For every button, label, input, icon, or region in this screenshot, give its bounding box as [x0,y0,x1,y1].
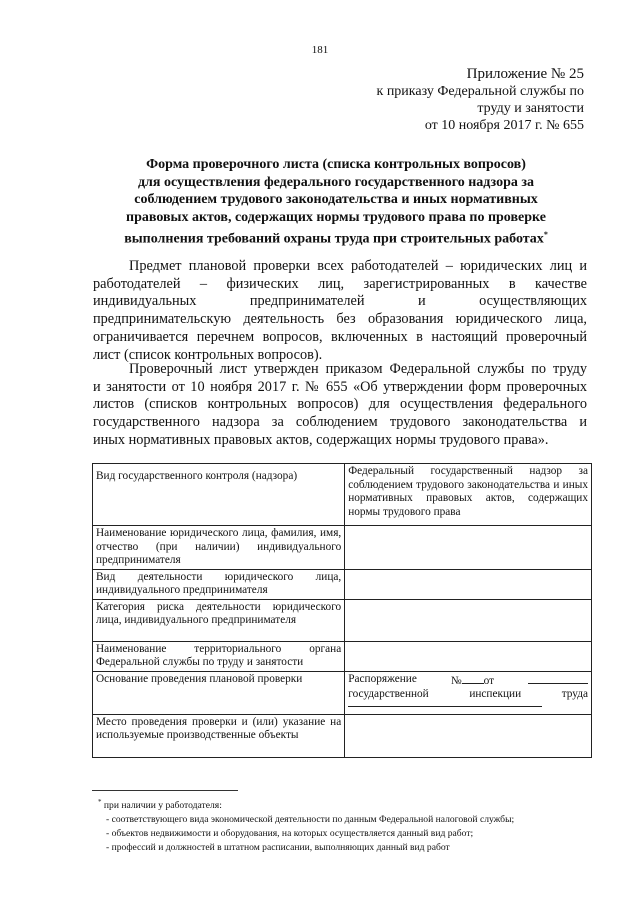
risk-category-field [345,599,592,641]
paragraph-line: работодателей – физических лиц, зарегистрированных в качестве [93,275,587,292]
table-row [93,526,592,570]
control-type-value: Федеральный государственный надзор за соблюдением трудового законодательства и иных нормативных правовых актов, содержащих нормы трудового права [345,464,592,526]
date-blank [528,673,588,684]
paragraph-line: иных нормативных правовых актов, содержащих нормы трудового права». [93,431,549,448]
paragraph-line: государственного надзора за соблюдением трудового законодательства и [93,414,587,431]
paragraph-approval [93,361,587,450]
footnote-item: - объектов недвижимости и оборудования, на которых осуществляется данный вид работ; [106,828,474,840]
paragraph-line: предпринимательскую деятельность без образования юридического лица, [93,311,587,328]
form-title-line [96,226,576,248]
activity-type-label: Вид деятельности юридического лица, индивидуального предпринимателя [93,569,345,599]
territorial-body-label: Наименование территориального органа Федеральной службы по труду и занятости [93,641,345,671]
page-number: 181 [311,44,329,56]
footnote-mark: * [98,798,102,806]
paragraph-line: и занятости от 10 ноября 2017 г. № 655 «Об утверждении форм проверочных [93,378,587,395]
table-row [93,569,592,599]
inspection-basis-field [345,671,592,714]
control-type-label: Вид государственного контроля (надзора) [93,464,345,526]
table-row [93,671,592,714]
paragraph-line: лист (список контрольных вопросов). [93,346,323,363]
table-row [93,464,592,526]
from-word: от [483,674,495,687]
inspection-basis-label: Основание проведения плановой проверки [93,671,345,714]
footnote-intro [98,795,588,813]
form-title-line: для осуществления федерального государственного надзора за [137,174,535,190]
table-row [93,714,592,757]
paragraph-line: листов (списков контрольных вопросов) для осуществления федерального [93,396,587,413]
order-number [451,673,494,689]
order-word: Распоряжение [348,672,417,685]
table-row [93,599,592,641]
inspection-basis-order-line [348,673,588,689]
footnote-intro-text: при наличии у работодателя: [103,800,222,812]
basis-blank [348,704,542,707]
paragraph-line: Предмет плановой проверки всех работодателей – юридических лиц и [129,258,587,274]
footnote-item: - профессий и должностей в штатном расписании, выполняющих данный вид работ [106,842,450,854]
inspection-place-field [345,714,592,757]
risk-category-label: Категория риска деятельности юридического лица, индивидуального предпринимателя [93,599,345,641]
territorial-body-field [345,641,592,671]
paragraph-line: ограничивается перечнем вопросов, включенных в настоящий проверочный [93,328,587,345]
form-title [96,156,576,248]
footnote-divider [92,790,238,791]
paragraph-line: Проверочный лист утвержден приказом Федеральной службы по труду [129,361,587,377]
footnotes [98,795,588,855]
footnote-item: - соответствующего вида экономической деятельности по данным Федеральной налоговой службы; [106,814,515,826]
appendix-number: Приложение № 25 [466,66,584,82]
appendix-service-line: труду и занятости [477,101,584,116]
table-row [93,641,592,671]
appendix-order-line: к приказу Федеральной службы по [376,84,584,99]
legal-entity-name-label: Наименование юридического лица, фамилия, имя, отчество (при наличии) индивидуального предпринимателя [93,526,345,570]
paragraph-line: индивидуальных предпринимателей и осуществляющих [93,293,587,310]
paragraph-subject [93,258,587,364]
legal-entity-name-field [345,526,592,570]
number-sign: № [450,674,462,687]
number-blank [462,673,484,684]
inspection-place-label: Место проведения проверки и (или) указание на используемые производственные объекты [93,714,345,757]
form-title-text: выполнения требований охраны труда при строительных работах [124,231,544,247]
footnote-reference: * [543,230,548,239]
appendix-header [324,66,584,134]
form-title-line: соблюдением трудового законодательства и иных нормативных [134,192,538,207]
activity-type-field [345,569,592,599]
form-title-line: Форма проверочного листа (списка контрольных вопросов) [146,157,526,172]
appendix-date-line: от 10 ноября 2017 г. № 655 [424,118,584,133]
inspection-basis-tail: государственной инспекции труда [348,688,588,700]
form-title-line: правовых актов, содержащих нормы трудового права по проверке [126,209,546,225]
inspection-info-table [92,463,592,758]
